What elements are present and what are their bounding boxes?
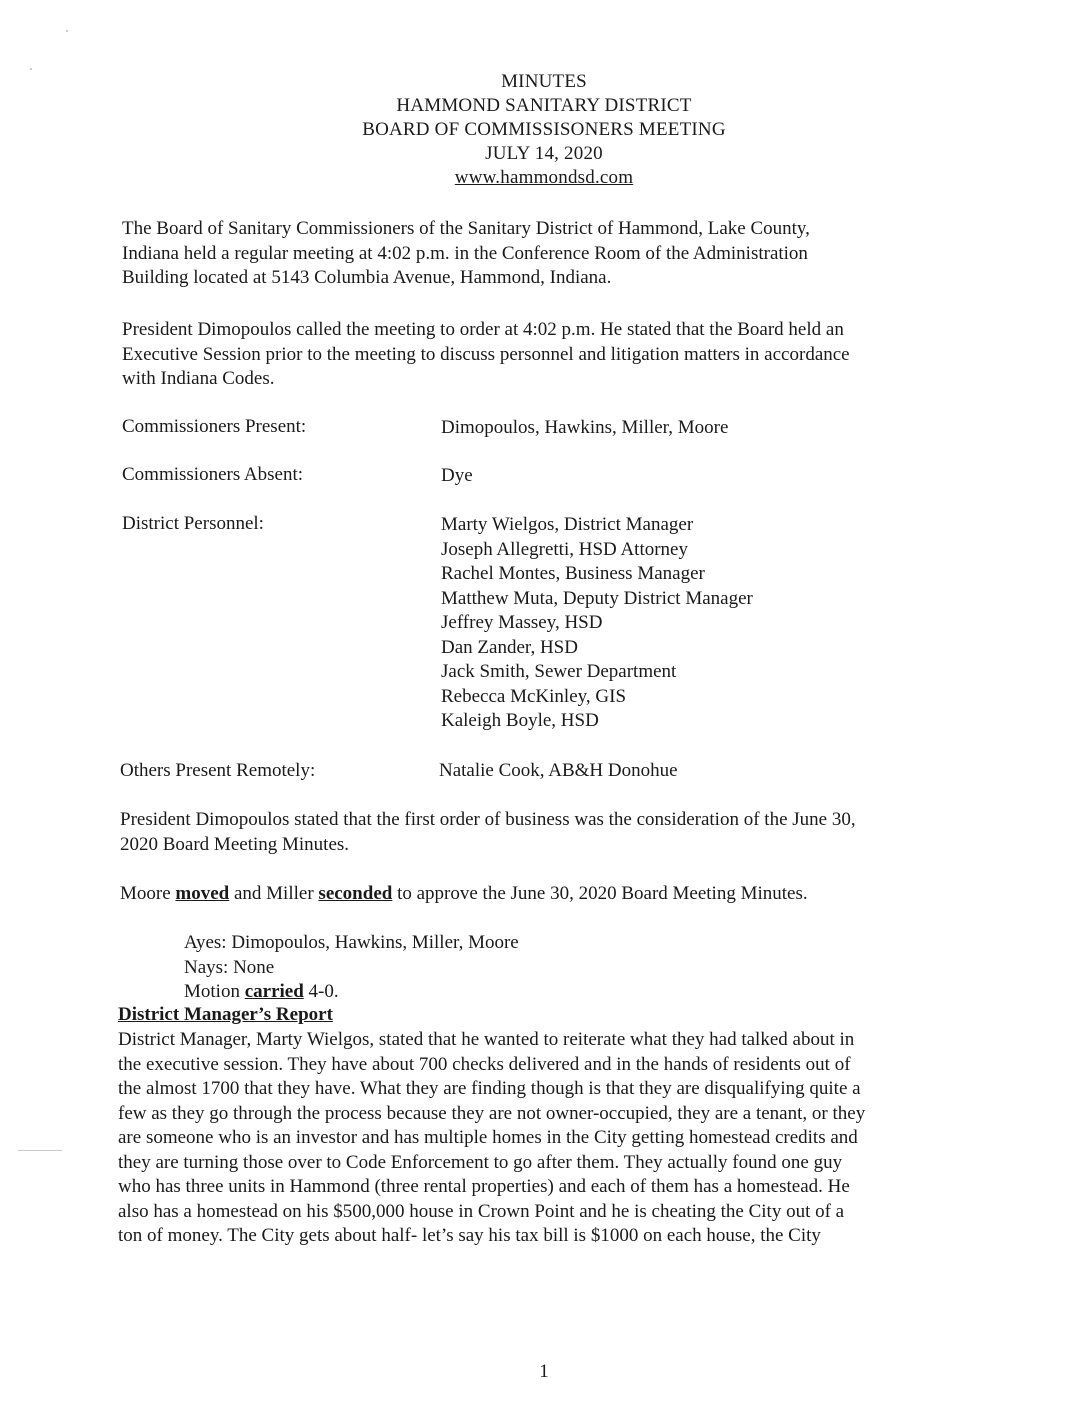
present-value: Dimopoulos, Hawkins, Miller, Moore	[441, 417, 729, 438]
seconded-word: seconded	[318, 883, 393, 904]
absent-label: Commissioners Absent:	[122, 464, 304, 485]
order-line: President Dimopoulos called the meeting to order at 4:02 p.m. He stated that the Board held an	[122, 319, 844, 340]
motion-text: to approve the June 30, 2020 Board Meeting Minutes.	[392, 883, 808, 904]
personnel-label: District Personnel:	[122, 513, 264, 534]
intro-line: Building located at 5143 Columbia Avenue, Hammond, Indiana.	[122, 267, 612, 288]
report-line: ton of money. The City gets about half- let’s say his tax bill is $1000 on each house, the City	[118, 1225, 821, 1246]
ayes-line: Ayes: Dimopoulos, Hawkins, Miller, Moore	[184, 932, 519, 953]
report-body	[118, 1028, 968, 1249]
intro-line: The Board of Sanitary Commissioners of the Sanitary District of Hammond, Lake County,	[122, 218, 810, 239]
report-line: they are turning those over to Code Enforcement to go after them. They actually found one guy	[118, 1151, 843, 1173]
personnel-item: Rebecca McKinley, GIS	[441, 685, 627, 707]
header-meeting: BOARD OF COMMISSISONERS MEETING	[362, 119, 726, 140]
intro-paragraph	[122, 217, 952, 291]
report-line: the executive session. They have about 700 checks delivered and in the hands of residents out of	[118, 1053, 851, 1075]
personnel-item: Joseph Allegretti, HSD Attorney	[441, 538, 688, 560]
nays-line: Nays: None	[184, 956, 275, 978]
report-line: District Manager, Marty Wielgos, stated that he wanted to reiterate what they had talked about in	[118, 1029, 855, 1050]
report-line: also has a homestead on his $500,000 house in Crown Point and he is cheating the City out of a	[118, 1200, 845, 1222]
business-line: President Dimopoulos stated that the first order of business was the consideration of the June 30,	[120, 809, 856, 830]
personnel-item: Jeffrey Massey, HSD	[441, 612, 603, 633]
carried-word: carried	[244, 981, 304, 1002]
personnel-item: Jack Smith, Sewer Department	[441, 661, 677, 682]
moved-word: moved	[175, 883, 230, 904]
present-label: Commissioners Present:	[122, 416, 307, 437]
header-url[interactable]: www.hammondsd.com	[454, 167, 634, 188]
order-line: Executive Session prior to the meeting to discuss personnel and litigation matters in accordance	[122, 343, 850, 365]
personnel-item: Marty Wielgos, District Manager	[441, 514, 694, 535]
personnel-item: Matthew Muta, Deputy District Manager	[441, 587, 753, 609]
absent-value: Dye	[441, 465, 473, 486]
motion-line	[120, 882, 950, 907]
motion-result-prefix: Motion	[184, 981, 245, 1002]
business-line: 2020 Board Meeting Minutes.	[120, 833, 350, 855]
header-date: JULY 14, 2020	[485, 143, 603, 164]
business-paragraph	[120, 808, 950, 857]
margin-mark	[18, 1150, 62, 1151]
report-line: are someone who is an investor and has multiple homes in the City getting homestead credits and	[118, 1127, 858, 1148]
motion-result-suffix: 4-0.	[303, 981, 339, 1002]
motion-text: and Miller	[229, 883, 319, 904]
order-line: with Indiana Codes.	[122, 368, 275, 389]
personnel-item: Kaleigh Boyle, HSD	[441, 710, 599, 731]
header-title: MINUTES	[501, 71, 587, 92]
motion-text: Moore	[120, 883, 176, 904]
personnel-list	[441, 513, 753, 734]
motion-result-line	[184, 980, 519, 1005]
vote-block	[184, 931, 519, 1005]
scan-speck	[66, 30, 68, 32]
report-line: who has three units in Hammond (three rental properties) and each of them has a homestead. He	[118, 1176, 850, 1197]
report-line: the almost 1700 that they have. What they are finding though is that they are disqualifying quite a	[118, 1078, 861, 1099]
intro-line: Indiana held a regular meeting at 4:02 p.m. in the Conference Room of the Administration	[122, 242, 808, 264]
document-header	[0, 70, 1088, 190]
remote-value: Natalie Cook, AB&H Donohue	[439, 760, 678, 781]
remote-label: Others Present Remotely:	[120, 760, 316, 781]
header-organization: HAMMOND SANITARY DISTRICT	[396, 95, 692, 116]
call-to-order-paragraph	[122, 318, 952, 392]
personnel-item: Rachel Montes, Business Manager	[441, 563, 705, 584]
report-heading: District Manager’s Report	[118, 1004, 333, 1025]
report-line: few as they go through the process because they are not owner-occupied, they are a tenant, or they	[118, 1102, 866, 1124]
personnel-item: Dan Zander, HSD	[441, 636, 578, 658]
page-number: 1	[539, 1361, 549, 1382]
